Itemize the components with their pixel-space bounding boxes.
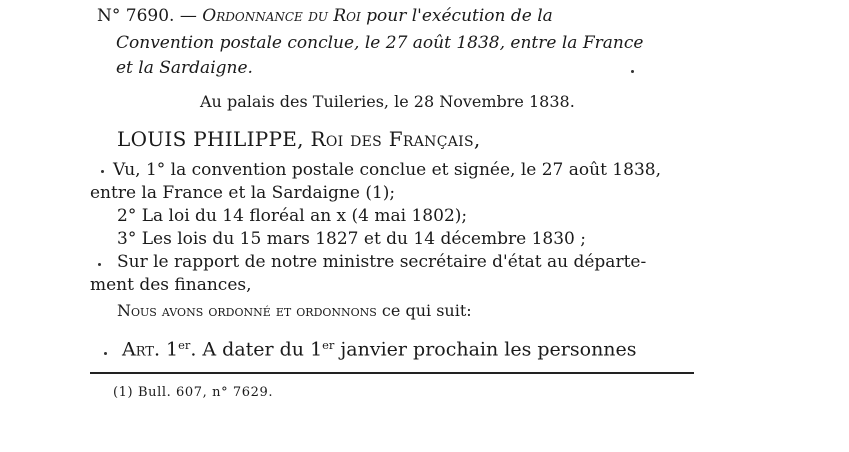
article-text-a: . A dater du 1 [190, 338, 323, 361]
article-label-sup: er [178, 338, 191, 352]
consideration-1-line-1: Vu, 1° la convention postale conclue et signée, le 27 août 1838, [113, 160, 661, 180]
king-title: Roi des Français, [303, 127, 481, 151]
heading-dash: — [174, 6, 203, 26]
consideration-4-line-2: ment des finances, [90, 275, 252, 295]
article-1 [122, 340, 637, 359]
ordinance-label: Ordonnance du Roi [202, 6, 361, 26]
footnote-divider [90, 372, 694, 374]
consideration-4-line-1: Sur le rapport de notre ministre secrétaire d'état au départe- [117, 252, 647, 272]
heading-text-1: pour l'exécution de la [360, 6, 553, 26]
ordinance-heading-line-1 [97, 8, 553, 25]
king-name: LOUIS PHILIPPE, [117, 127, 304, 151]
ordinance-number: N° 7690. [97, 6, 175, 26]
print-speck [104, 352, 107, 355]
ordering-rest: ce qui suit: [376, 301, 472, 320]
ordinance-heading-line-2: Convention postale conclue, le 27 août 1838, entre la France [116, 33, 644, 53]
article-text-b: janvier prochain les personnes [334, 338, 637, 361]
article-text-sup: er [322, 338, 335, 352]
print-speck [101, 170, 104, 173]
article-label: Art. 1 [122, 338, 179, 361]
ordering-caps: Nous avons ordonné et ordonnons [117, 301, 377, 320]
print-speck [631, 70, 634, 73]
footnote: (1) Bull. 607, n° 7629. [113, 385, 274, 400]
king-title-line [117, 129, 481, 149]
print-speck [98, 263, 101, 266]
consideration-1-line-2: entre la France et la Sardaigne (1); [90, 183, 396, 203]
consideration-3: 3° Les lois du 15 mars 1827 et du 14 décembre 1830 ; [117, 229, 586, 249]
place-date: Au palais des Tuileries, le 28 Novembre 1838. [200, 92, 575, 111]
ordering-clause [117, 303, 472, 319]
ordinance-heading-line-3: et la Sardaigne. [116, 58, 253, 78]
consideration-2: 2° La loi du 14 floréal an x (4 mai 1802); [117, 206, 468, 226]
